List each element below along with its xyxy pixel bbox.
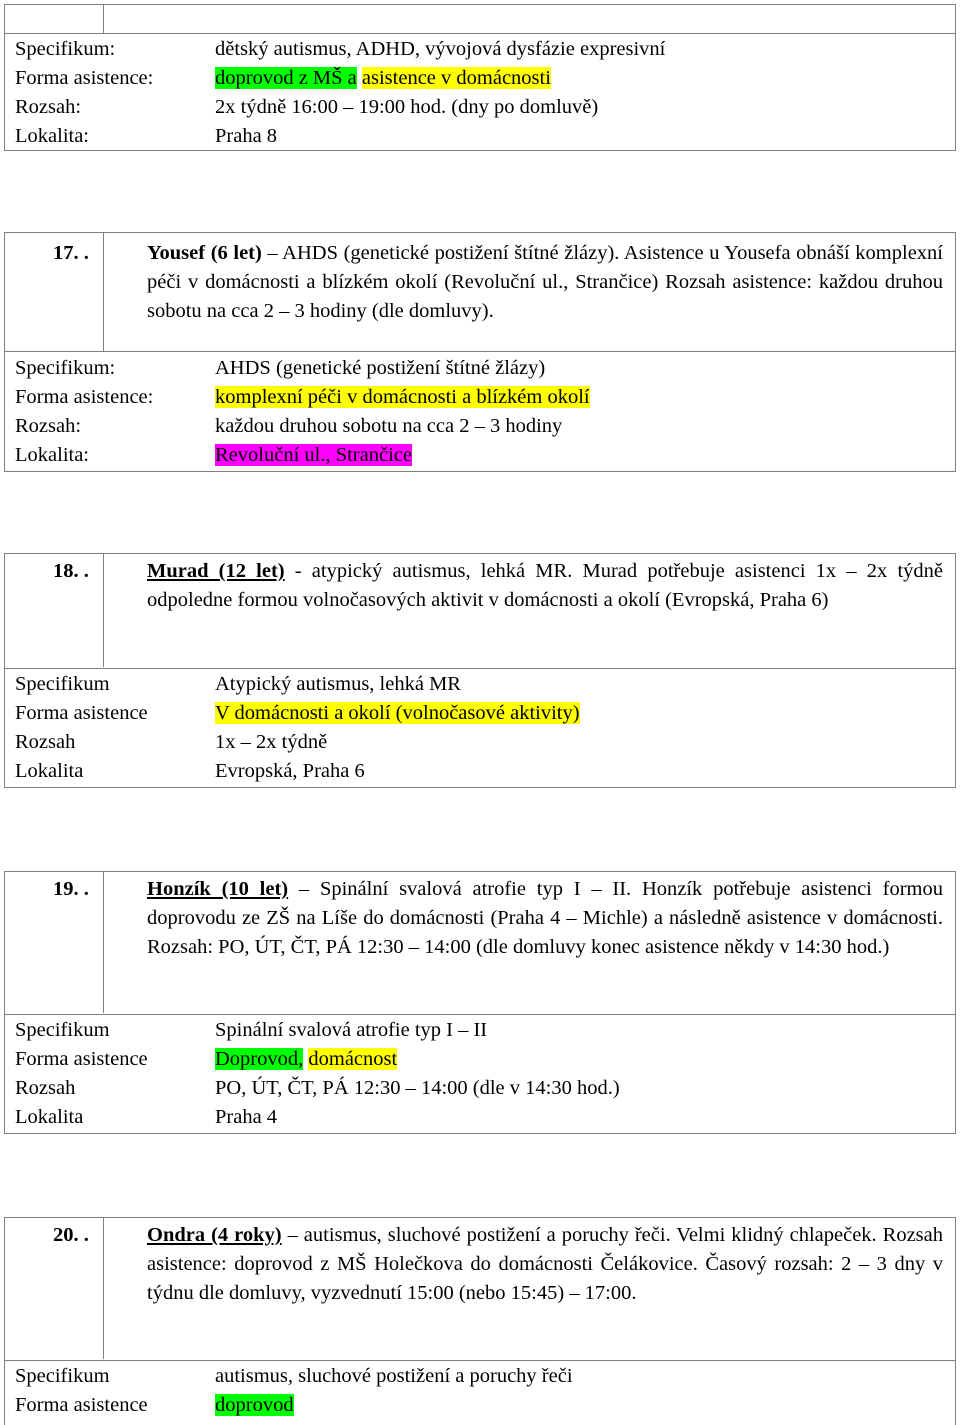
entry-18-details bbox=[5, 670, 955, 786]
entry-description bbox=[147, 1221, 943, 1308]
entry-number: 20. . bbox=[53, 1224, 89, 1246]
detail-label: Specifikum: bbox=[15, 38, 116, 60]
detail-row-lokalita bbox=[5, 122, 955, 151]
detail-row-specifikum bbox=[5, 35, 955, 64]
entry-description bbox=[147, 875, 943, 962]
column-divider bbox=[103, 233, 104, 351]
description-text: – AHDS (genetické postižení štítné žlázy). Asistence u Yousefa obnáší komplexní péči v domácnosti a blízkém okolí (Revoluční ul., Strančice) Rozsah asistence: každou druhou sobotu na cca 2 – 3 hodiny (dle domluvy). bbox=[147, 242, 943, 322]
detail-label: Specifikum bbox=[15, 1365, 110, 1387]
detail-row-rozsah bbox=[5, 93, 955, 122]
highlight-green: doprovod z MŠ a bbox=[215, 67, 357, 89]
column-divider bbox=[103, 5, 104, 33]
highlight-green: doprovod bbox=[215, 1394, 294, 1416]
detail-value: Praha 4 bbox=[215, 1106, 278, 1128]
entry-description bbox=[147, 557, 943, 615]
highlight-yellow: komplexní péči v domácnosti a blízkém okolí bbox=[215, 386, 590, 408]
detail-row-rozsah bbox=[5, 1074, 955, 1103]
entry-20-block bbox=[4, 1217, 956, 1425]
detail-row-specifikum bbox=[5, 1016, 955, 1045]
detail-label: Specifikum: bbox=[15, 357, 116, 379]
detail-row-lokalita bbox=[5, 1103, 955, 1132]
detail-row-forma bbox=[5, 699, 955, 728]
detail-label: Forma asistence bbox=[15, 1394, 148, 1416]
detail-label: Rozsah: bbox=[15, 415, 82, 437]
detail-label: Lokalita bbox=[15, 1106, 84, 1128]
column-divider bbox=[103, 872, 104, 1013]
detail-row-rozsah bbox=[5, 412, 955, 441]
detail-label: Rozsah: bbox=[15, 96, 82, 118]
entry-18-header bbox=[5, 554, 955, 667]
entry-18-block bbox=[4, 553, 956, 788]
detail-label: Forma asistence bbox=[15, 1048, 148, 1070]
child-name: Honzík (10 let) bbox=[147, 878, 289, 900]
detail-row-lokalita bbox=[5, 757, 955, 786]
child-name: Murad (12 let) bbox=[147, 560, 285, 582]
detail-value bbox=[215, 1045, 955, 1074]
entry-17-header bbox=[5, 233, 955, 351]
detail-row-forma bbox=[5, 1391, 955, 1420]
detail-row-specifikum bbox=[5, 354, 955, 383]
detail-value: 2x týdně 16:00 – 19:00 hod. (dny po domluvě) bbox=[215, 96, 599, 118]
child-name: Yousef (6 let) bbox=[147, 242, 262, 264]
entry-20-header bbox=[5, 1218, 955, 1359]
detail-label: Rozsah bbox=[15, 731, 76, 753]
detail-value: Evropská, Praha 6 bbox=[215, 760, 365, 782]
detail-value bbox=[215, 441, 955, 470]
detail-value: Spinální svalová atrofie typ I – II bbox=[215, 1019, 488, 1041]
detail-value: Praha 8 bbox=[215, 125, 278, 147]
entry-19-block bbox=[4, 871, 956, 1134]
detail-label: Specifikum bbox=[15, 1019, 110, 1041]
entry-number: 18. . bbox=[53, 560, 89, 582]
entry-16-block bbox=[4, 4, 956, 151]
detail-value bbox=[215, 64, 955, 93]
column-divider bbox=[103, 554, 104, 667]
detail-value: AHDS (genetické postižení štítné žlázy) bbox=[215, 357, 546, 379]
detail-row-forma bbox=[5, 64, 955, 93]
highlight-magenta: Revoluční ul., Strančice bbox=[215, 444, 412, 466]
entry-20-details bbox=[5, 1362, 955, 1420]
detail-value: 1x – 2x týdně bbox=[215, 731, 328, 753]
detail-row-forma bbox=[5, 383, 955, 412]
detail-label: Forma asistence: bbox=[15, 386, 154, 408]
detail-value: dětský autismus, ADHD, vývojová dysfázie expresivní bbox=[215, 38, 666, 60]
detail-value bbox=[215, 1391, 955, 1420]
detail-row-specifikum bbox=[5, 670, 955, 699]
description-text: - atypický autismus, lehká MR. Murad potřebuje asistenci 1x – 2x týdně odpoledne formou volnočasových aktivit v domácnosti a okolí (Evropská, Praha 6) bbox=[147, 560, 943, 611]
detail-value bbox=[215, 699, 955, 728]
detail-value bbox=[215, 383, 955, 412]
entry-description bbox=[147, 239, 943, 326]
detail-value: každou druhou sobotu na cca 2 – 3 hodiny bbox=[215, 415, 563, 437]
detail-label: Forma asistence: bbox=[15, 67, 154, 89]
child-name: Ondra (4 roky) bbox=[147, 1224, 282, 1246]
entry-16-header bbox=[5, 5, 955, 33]
entry-number: 19. . bbox=[53, 878, 89, 900]
highlight-yellow: asistence v domácnosti bbox=[361, 67, 551, 89]
detail-value: PO, ÚT, ČT, PÁ 12:30 – 14:00 (dle v 14:30 hod.) bbox=[215, 1077, 620, 1099]
entry-number: 17. . bbox=[53, 242, 89, 264]
description-text: – autismus, sluchové postižení a poruchy řeči. Velmi klidný chlapeček. Rozsah asistence: doprovod z MŠ Holečkova do domácnosti Čelákovice. Časový rozsah: 2 – 3 dny v týdnu dle domluvy, vyzvednutí 15:00 (nebo 15:45) – 17:00. bbox=[147, 1224, 944, 1304]
detail-label: Forma asistence bbox=[15, 702, 148, 724]
detail-label: Lokalita: bbox=[15, 444, 90, 466]
detail-label: Lokalita bbox=[15, 760, 84, 782]
highlight-yellow: domácnost bbox=[308, 1048, 398, 1070]
highlight-yellow: V domácnosti a okolí (volnočasové aktivity) bbox=[215, 702, 580, 724]
detail-row-rozsah bbox=[5, 728, 955, 757]
detail-label: Lokalita: bbox=[15, 125, 90, 147]
detail-label: Specifikum bbox=[15, 673, 110, 695]
description-text: – Spinální svalová atrofie typ I – II. Honzík potřebuje asistenci formou doprovodu ze ZŠ na Líše do domácnosti (Praha 4 – Michle) a následně asistence v domácnosti. Rozsah: PO, ÚT, ČT, PÁ 12:30 – 14:00 (dle domluvy konec asistence někdy v 14:30 hod.) bbox=[147, 878, 943, 958]
detail-value: autismus, sluchové postižení a poruchy řeči bbox=[215, 1365, 573, 1387]
highlight-green: Doprovod, bbox=[215, 1048, 304, 1070]
detail-row-lokalita bbox=[5, 441, 955, 470]
detail-row-forma bbox=[5, 1045, 955, 1074]
entry-19-header bbox=[5, 872, 955, 1013]
detail-label: Rozsah bbox=[15, 1077, 76, 1099]
entry-19-details bbox=[5, 1016, 955, 1132]
detail-value: Atypický autismus, lehká MR bbox=[215, 673, 461, 695]
entry-17-details bbox=[5, 354, 955, 470]
detail-row-specifikum bbox=[5, 1362, 955, 1391]
column-divider bbox=[103, 1218, 104, 1359]
entry-17-block bbox=[4, 232, 956, 472]
entry-16-details bbox=[5, 35, 955, 151]
